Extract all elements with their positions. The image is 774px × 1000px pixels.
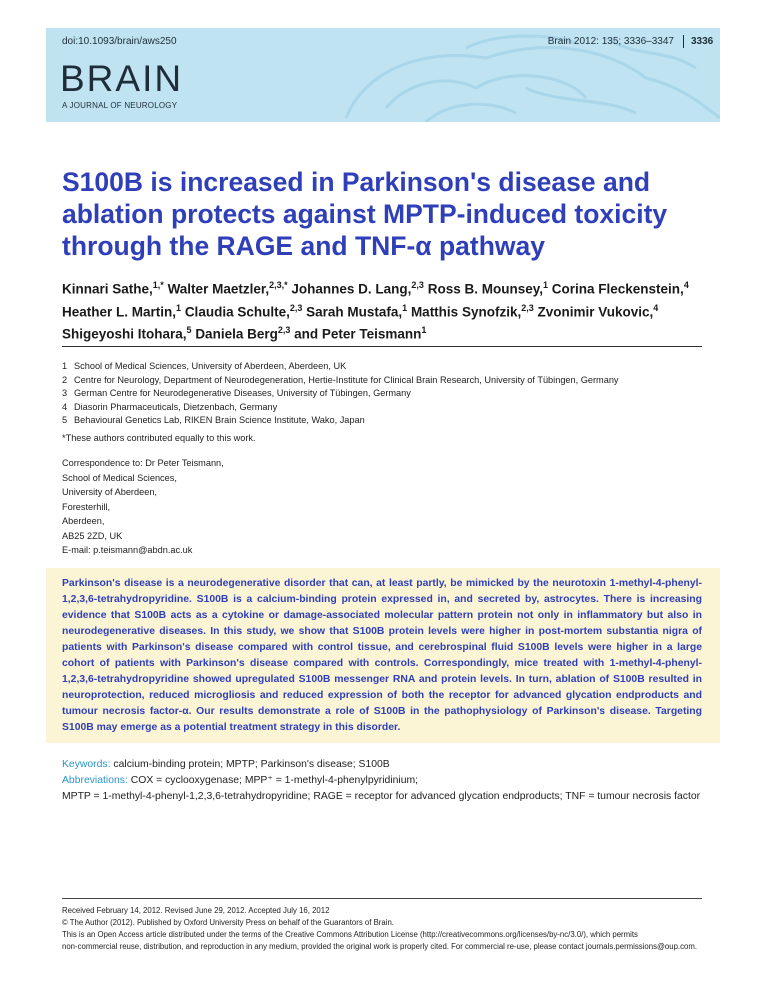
author-affiliation-marker: 2,3	[277, 325, 291, 335]
affiliation-text: Behavioural Genetics Lab, RIKEN Brain Science Institute, Wako, Japan	[74, 415, 365, 426]
affiliation-item	[62, 414, 619, 428]
keywords-label: Keywords:	[62, 759, 111, 770]
author-name: Shigeyoshi Itohara,	[62, 326, 187, 342]
journal-logo: BRAIN	[60, 58, 184, 99]
author-affiliation-marker: 4	[653, 302, 659, 313]
affiliation-text: Centre for Neurology, Department of Neurodegeneration, Hertie-Institute for Clinical Brain Research, University of Tübingen, Germany	[74, 374, 619, 385]
journal-subtitle: A JOURNAL OF NEUROLOGY	[62, 101, 178, 110]
author-affiliation-marker: 2,3	[521, 302, 534, 313]
footer-notes	[62, 905, 722, 953]
author-affiliation-marker: 1	[402, 302, 408, 313]
author-affiliation-marker: 1	[421, 325, 427, 335]
correspondence-line: Aberdeen,	[62, 516, 105, 526]
equal-contribution-note: *These authors contributed equally to this work.	[62, 433, 256, 443]
author-affiliation-marker: 5	[186, 325, 192, 335]
keywords-text: calcium-binding protein; MPTP; Parkinson's disease; S100B	[113, 759, 390, 770]
footer-line: non-commercial reuse, distribution, and reproduction in any medium, provided the original work is properly cited. For commercial re-use, please contact journals.permissions@oup.com.	[62, 942, 697, 951]
abbreviations-line2: MPTP = 1-methyl-4-phenyl-1,2,3,6-tetrahydropyridine; RAGE = receptor for advanced glycation endproducts; TNF = tumour necrosis factor	[62, 791, 701, 802]
citation: Brain 2012: 135; 3336–3347	[547, 36, 674, 47]
article-title: S100B is increased in Parkinson's disease and ablation protects against MPTP-induced toxicity through the RAGE and TNF-α pathway	[62, 167, 668, 261]
divider	[62, 346, 702, 347]
affiliation-text: German Centre for Neurodegenerative Diseases, University of Tübingen, Germany	[74, 388, 411, 399]
affiliation-item	[62, 387, 619, 401]
correspondence-line: AB25 2ZD, UK	[62, 530, 123, 541]
header-divider	[683, 35, 684, 48]
affiliation-text: School of Medical Sciences, University of Aberdeen, Aberdeen, UK	[74, 361, 347, 371]
author-list	[62, 276, 722, 344]
correspondence-block	[62, 456, 224, 558]
affiliation-item	[62, 401, 619, 415]
author-name: Claudia Schulte,	[184, 304, 290, 319]
page-number: 3336	[691, 36, 714, 47]
doi[interactable]: doi:10.1093/brain/aws250	[62, 36, 177, 47]
affiliation-number: 1	[62, 361, 68, 371]
author-name: Sarah Mustafa,	[306, 304, 403, 319]
abstract-text: Parkinson's disease is a neurodegenerative disorder that can, at least partly, be mimicked by the neurotoxin 1-methyl-4-phenyl-1,2,3,6-tetrahydropyridine. S100B is a calcium-binding protein expressed in, and secreted by, astrocytes. There is increasing evidence that S100B acts as a cytokine or damage-associated molecular pattern protein not only in inflammatory but also in neurodegenerative diseases. In this study, we show that S100B protein levels were higher in post-mortem substantia nigra of patients with Parkinson's disease compared with control tissue, and cerebrospinal fluid S100B levels were higher in a large cohort of patients with Parkinson's disease compared with controls. Correspondingly, mice treated with 1-methyl-4-phenyl-1,2,3,6-tetrahydropyridine showed upregulated S100B messenger RNA and protein levels. In turn, ablation of S100B resulted in neuroprotection, reduced microgliosis and reduced expression of both the receptor for advanced glycation endproducts and tumour necrosis factor-α. Our results demonstrate a role of S100B in the pathophysiology of Parkinson's disease. Targeting S100B may emerge as a potential treatment strategy in this disorder.	[62, 578, 702, 733]
affiliation-item	[62, 374, 619, 388]
affiliation-number: 5	[62, 415, 68, 426]
author-name: Walter Maetzler,	[167, 281, 270, 297]
keywords-block	[62, 757, 712, 805]
affiliation-number: 4	[62, 401, 68, 412]
affiliation-list	[62, 360, 619, 428]
affiliation-number: 2	[62, 374, 68, 385]
footer-line: Received February 14, 2012. Revised June 29, 2012. Accepted July 16, 2012	[62, 906, 330, 915]
correspondence-line: Foresterhill,	[62, 501, 110, 512]
author-affiliation-marker: 1	[176, 302, 182, 313]
abbreviations-line1: COX = cyclooxygenase; MPP⁺ = 1-methyl-4-phenylpyridinium;	[130, 775, 419, 786]
author-affiliation-marker: 2,3	[411, 280, 424, 290]
affiliation-text: Diasorin Pharmaceuticals, Dietzenbach, Germany	[74, 401, 278, 412]
author-affiliation-marker: 1,*	[152, 280, 164, 290]
footer-line: © The Author (2012). Published by Oxford University Press on behalf of the Guarantors of Brain.	[62, 918, 394, 927]
author-name: Johannes D. Lang,	[291, 281, 412, 297]
correspondence-line: University of Aberdeen,	[62, 487, 157, 497]
footer-line: This is an Open Access article distributed under the terms of the Creative Commons Attribution License (http://creativecommons.org/licenses/by-nc/3.0/), which permits	[62, 930, 638, 939]
author-name: Zvonimir Vukovic,	[537, 304, 654, 319]
author-name: Matthis Synofzik,	[410, 304, 522, 319]
author-affiliation-marker: 4	[683, 280, 689, 290]
author-name: and Peter Teismann	[294, 326, 422, 342]
correspondence-email[interactable]: E-mail: p.teismann@abdn.ac.uk	[62, 545, 193, 555]
correspondence-line: Correspondence to: Dr Peter Teismann,	[62, 458, 224, 468]
footer-divider	[62, 898, 702, 899]
author-affiliation-marker: 2,3,*	[269, 280, 288, 290]
author-name: Daniela Berg	[195, 326, 278, 342]
author-affiliation-marker: 1	[542, 280, 548, 290]
affiliation-item	[62, 360, 619, 374]
author-affiliation-marker: 2,3	[289, 302, 303, 313]
author-name: Corina Fleckenstein,	[551, 281, 684, 297]
author-name: Kinnari Sathe,	[62, 281, 153, 297]
correspondence-line: School of Medical Sciences,	[62, 472, 177, 483]
author-name: Heather L. Martin,	[62, 304, 177, 319]
affiliation-number: 3	[62, 388, 68, 399]
author-name: Ross B. Mounsey,	[427, 281, 543, 297]
abbreviations-label: Abbreviations:	[62, 775, 128, 786]
